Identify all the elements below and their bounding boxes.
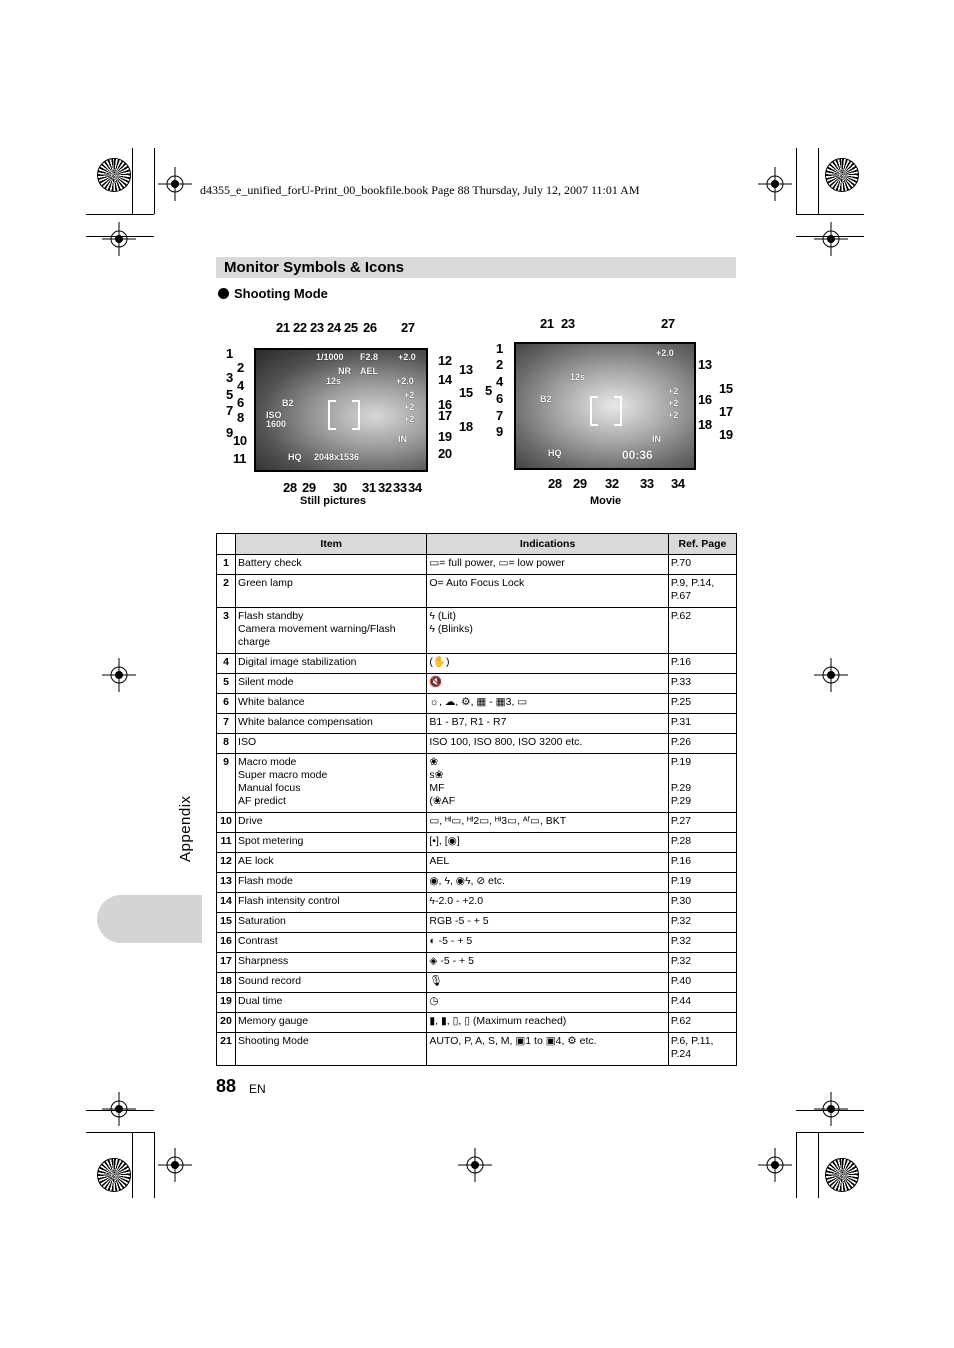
callout-number: 9 — [226, 425, 233, 440]
section-title-bar — [216, 257, 736, 278]
callout-number: 31 — [362, 480, 376, 495]
overlay-dual-time: 12s — [570, 372, 586, 382]
overlay-nr: NR — [338, 366, 351, 376]
overlay-flash-intensity: +2.0 — [396, 376, 414, 386]
callout-number: 4 — [237, 378, 244, 393]
callout-number: 8 — [237, 410, 244, 425]
row-item: Saturation — [236, 913, 427, 933]
row-ref-page: P.19 — [668, 873, 736, 893]
still-caption: Still pictures — [300, 495, 367, 507]
callout-number: 34 — [671, 476, 685, 491]
row-ref-page: P.62 — [668, 608, 736, 654]
monitor-symbols-table — [216, 533, 737, 1066]
row-number: 20 — [217, 1013, 236, 1033]
row-number: 13 — [217, 873, 236, 893]
overlay-iso: ISO — [266, 410, 282, 420]
subsection-title-text: Shooting Mode — [234, 286, 328, 301]
col-header-indications: Indications — [427, 534, 668, 555]
appendix-tab-label: Appendix — [177, 795, 194, 862]
callout-number: 17 — [438, 408, 452, 423]
row-ref-page: P.19 P.29 P.29 — [668, 754, 736, 813]
overlay-contrast: +2 — [668, 398, 679, 408]
callout-number: 7 — [496, 408, 503, 423]
row-ref-page: P.31 — [668, 714, 736, 734]
callout-number: 15 — [459, 385, 473, 400]
movie-caption: Movie — [590, 495, 622, 507]
row-number: 21 — [217, 1033, 236, 1066]
row-ref-page: P.6, P.11, P.24 — [668, 1033, 736, 1066]
callout-number: 29 — [302, 480, 316, 495]
callout-number: 13 — [698, 357, 712, 372]
callout-number: 5 — [485, 383, 492, 398]
table-row — [217, 734, 737, 754]
row-item: White balance compensation — [236, 714, 427, 734]
row-ref-page: P.70 — [668, 555, 736, 575]
subsection-title — [218, 286, 328, 301]
row-item: Memory gauge — [236, 1013, 427, 1033]
overlay-sharpness: +2 — [404, 414, 415, 424]
row-number: 16 — [217, 933, 236, 953]
row-ref-page: P.16 — [668, 654, 736, 674]
row-ref-page: P.40 — [668, 973, 736, 993]
overlay-exposure: +2.0 — [656, 348, 674, 358]
table-row — [217, 873, 737, 893]
callout-number: 32 — [605, 476, 619, 491]
callout-number: 32 — [378, 480, 392, 495]
appendix-tab — [97, 895, 202, 943]
callout-number: 27 — [661, 316, 675, 331]
row-ref-page: P.32 — [668, 933, 736, 953]
callout-number: 30 — [333, 480, 347, 495]
registration-crosshair-icon — [814, 222, 848, 256]
table-row — [217, 993, 737, 1013]
row-indications: ϟ-2.0 - +2.0 — [427, 893, 668, 913]
overlay-wb-comp: B2 — [282, 398, 294, 408]
overlay-resolution: 2048x1536 — [314, 452, 360, 462]
row-ref-page: P.16 — [668, 853, 736, 873]
overlay-saturation: +2 — [668, 386, 679, 396]
registration-crosshair-icon — [102, 222, 136, 256]
row-ref-page: P.33 — [668, 674, 736, 694]
table-row — [217, 853, 737, 873]
row-ref-page: P.26 — [668, 734, 736, 754]
table-row — [217, 674, 737, 694]
table-row — [217, 555, 737, 575]
overlay-dual-time: 12s — [326, 376, 342, 386]
row-indications: ▭= full power, ▭= low power — [427, 555, 668, 575]
row-indications: RGB -5 - + 5 — [427, 913, 668, 933]
row-indications: (✋) — [427, 654, 668, 674]
table-row — [217, 953, 737, 973]
callout-number: 1 — [496, 341, 503, 356]
table-header-row — [217, 534, 737, 555]
row-item: White balance — [236, 694, 427, 714]
row-indications: AEL — [427, 853, 668, 873]
print-header: d4355_e_unified_forU-Print_00_bookfile.book Page 88 Thursday, July 12, 2007 11:01 AM — [200, 183, 640, 197]
registration-crosshair-icon — [814, 658, 848, 692]
row-ref-page: P.30 — [668, 893, 736, 913]
row-item: Macro mode Super macro mode Manual focus AF predict — [236, 754, 427, 813]
registration-star-icon — [97, 158, 131, 192]
overlay-memory: IN — [652, 434, 661, 444]
row-indications: ▮, ▮, ▯, ▯ (Maximum reached) — [427, 1013, 668, 1033]
row-ref-page: P.32 — [668, 953, 736, 973]
callout-number: 28 — [548, 476, 562, 491]
overlay-exposure: +2.0 — [398, 352, 416, 362]
table-row — [217, 933, 737, 953]
callout-number: 11 — [233, 451, 247, 466]
callout-number: 23 — [561, 316, 575, 331]
row-indications: O= Auto Focus Lock — [427, 575, 668, 608]
row-number: 2 — [217, 575, 236, 608]
overlay-ael: AEL — [360, 366, 378, 376]
row-item: Flash standby Camera movement warning/Flash charge — [236, 608, 427, 654]
row-number: 17 — [217, 953, 236, 973]
registration-star-icon — [825, 1158, 859, 1192]
row-number: 11 — [217, 833, 236, 853]
af-target-right — [352, 400, 360, 430]
row-ref-page: P.44 — [668, 993, 736, 1013]
table-row — [217, 575, 737, 608]
row-number: 18 — [217, 973, 236, 993]
row-item: Contrast — [236, 933, 427, 953]
still-screen-illustration — [254, 348, 428, 472]
row-ref-page: P.25 — [668, 694, 736, 714]
row-indications: ◐ -5 - + 5 — [427, 933, 668, 953]
section-title: Monitor Symbols & Icons — [224, 259, 405, 276]
row-number: 19 — [217, 993, 236, 1013]
overlay-aperture: F2.8 — [360, 352, 379, 362]
callout-number: 33 — [393, 480, 407, 495]
callout-number: 19 — [438, 429, 452, 444]
row-item: ISO — [236, 734, 427, 754]
table-row — [217, 694, 737, 714]
col-header-ref-page: Ref. Page — [668, 534, 736, 555]
overlay-wb-comp: B2 — [540, 394, 552, 404]
overlay-shutter: 1/1000 — [316, 352, 344, 362]
table-row — [217, 1033, 737, 1066]
row-indications: ☼, ☁, ⚙, ▦ - ▦3, ▭ — [427, 694, 668, 714]
callout-number: 29 — [573, 476, 587, 491]
callout-number: 20 — [438, 446, 452, 461]
row-indications: 🎙 — [427, 973, 668, 993]
row-indications: ISO 100, ISO 800, ISO 3200 etc. — [427, 734, 668, 754]
row-item: Shooting Mode — [236, 1033, 427, 1066]
row-item: Dual time — [236, 993, 427, 1013]
overlay-contrast: +2 — [404, 402, 415, 412]
callout-number: 25 — [344, 320, 358, 335]
row-number: 15 — [217, 913, 236, 933]
row-ref-page: P.62 — [668, 1013, 736, 1033]
row-ref-page: P.27 — [668, 813, 736, 833]
callout-number: 27 — [401, 320, 415, 335]
row-ref-page: P.32 — [668, 913, 736, 933]
overlay-memory: IN — [398, 434, 407, 444]
row-item: Digital image stabilization — [236, 654, 427, 674]
row-number: 8 — [217, 734, 236, 754]
af-target-right — [614, 396, 622, 426]
row-ref-page: P.9, P.14, P.67 — [668, 575, 736, 608]
row-number: 1 — [217, 555, 236, 575]
table-row — [217, 813, 737, 833]
callout-number: 26 — [363, 320, 377, 335]
callout-number: 23 — [310, 320, 324, 335]
callout-number: 13 — [459, 362, 473, 377]
page-number: 88 — [216, 1076, 237, 1096]
row-indications: ◈ -5 - + 5 — [427, 953, 668, 973]
movie-screen-illustration — [514, 342, 696, 470]
callout-number: 18 — [459, 419, 473, 434]
overlay-iso-value: 1600 — [266, 419, 287, 429]
row-indications: ϟ (Lit) ϟ (Blinks) — [427, 608, 668, 654]
table-row — [217, 714, 737, 734]
overlay-quality: HQ — [548, 448, 562, 458]
row-item: Drive — [236, 813, 427, 833]
row-number: 12 — [217, 853, 236, 873]
table-row — [217, 1013, 737, 1033]
callout-number: 21 — [276, 320, 290, 335]
registration-crosshair-icon — [758, 167, 792, 201]
registration-crosshair-icon — [102, 658, 136, 692]
callout-number: 33 — [640, 476, 654, 491]
callout-number: 2 — [237, 360, 244, 375]
row-item: AE lock — [236, 853, 427, 873]
callout-number: 19 — [719, 427, 733, 442]
row-indications: AUTO, P, A, S, M, ▣1 to ▣4, ⚙ etc. — [427, 1033, 668, 1066]
row-indications: ◷ — [427, 993, 668, 1013]
callout-number: 16 — [698, 392, 712, 407]
callout-number: 12 — [438, 353, 452, 368]
row-number: 5 — [217, 674, 236, 694]
callout-number: 15 — [719, 381, 733, 396]
registration-crosshair-icon — [158, 167, 192, 201]
page-language: EN — [249, 1082, 266, 1096]
row-item: Sharpness — [236, 953, 427, 973]
registration-crosshair-icon — [102, 1092, 136, 1126]
row-item: Battery check — [236, 555, 427, 575]
row-indications: ◉, ϟ, ◉ϟ, ⊘ etc. — [427, 873, 668, 893]
table-row — [217, 754, 737, 813]
row-item: Flash intensity control — [236, 893, 427, 913]
table-row — [217, 654, 737, 674]
row-item: Silent mode — [236, 674, 427, 694]
callout-number: 18 — [698, 417, 712, 432]
bullet-icon — [218, 288, 229, 299]
callout-number: 34 — [408, 480, 422, 495]
af-target-left — [328, 400, 336, 430]
row-indications: ▭, ᴴᴵ▭, ᴴᴵ2▭, ᴴᴵ3▭, ᴬᶠ▭, BKT — [427, 813, 668, 833]
col-header-item: Item — [236, 534, 427, 555]
row-indications: ❀ s❀ MF (❀AF — [427, 754, 668, 813]
af-target-left — [590, 396, 598, 426]
callout-number: 14 — [438, 372, 452, 387]
table-row — [217, 973, 737, 993]
callout-number: 2 — [496, 357, 503, 372]
row-ref-page: P.28 — [668, 833, 736, 853]
table-row — [217, 833, 737, 853]
overlay-sharpness: +2 — [668, 410, 679, 420]
row-number: 7 — [217, 714, 236, 734]
callout-number: 21 — [540, 316, 554, 331]
row-number: 3 — [217, 608, 236, 654]
row-item: Spot metering — [236, 833, 427, 853]
callout-number: 6 — [237, 395, 244, 410]
row-number: 10 — [217, 813, 236, 833]
row-item: Sound record — [236, 973, 427, 993]
registration-star-icon — [97, 1158, 131, 1192]
row-number: 6 — [217, 694, 236, 714]
registration-crosshair-icon — [158, 1148, 192, 1182]
callout-number: 1 — [226, 346, 233, 361]
table-row — [217, 893, 737, 913]
row-item: Green lamp — [236, 575, 427, 608]
registration-star-icon — [825, 158, 859, 192]
col-header-number — [217, 534, 236, 555]
callout-number: 3 — [226, 370, 233, 385]
row-item: Flash mode — [236, 873, 427, 893]
callout-number: 5 — [226, 387, 233, 402]
callout-number: 10 — [233, 433, 247, 448]
callout-number: 22 — [293, 320, 307, 335]
registration-crosshair-icon — [458, 1148, 492, 1182]
callout-number: 17 — [719, 404, 733, 419]
row-indications: B1 - B7, R1 - R7 — [427, 714, 668, 734]
row-indications: 🔇 — [427, 674, 668, 694]
row-number: 4 — [217, 654, 236, 674]
row-number: 9 — [217, 754, 236, 813]
overlay-record-time: 00:36 — [622, 448, 653, 462]
row-indications: [•], [◉] — [427, 833, 668, 853]
callout-number: 4 — [496, 374, 503, 389]
callout-number: 9 — [496, 424, 503, 439]
registration-crosshair-icon — [758, 1148, 792, 1182]
table-row — [217, 608, 737, 654]
callout-number: 7 — [226, 403, 233, 418]
table-body — [217, 555, 737, 1066]
overlay-quality: HQ — [288, 452, 302, 462]
callout-number: 24 — [327, 320, 341, 335]
callout-number: 6 — [496, 391, 503, 406]
callout-number: 28 — [283, 480, 297, 495]
overlay-saturation: +2 — [404, 390, 415, 400]
registration-crosshair-icon — [814, 1092, 848, 1126]
callout-number: 16 — [438, 397, 452, 412]
table-row — [217, 913, 737, 933]
row-number: 14 — [217, 893, 236, 913]
